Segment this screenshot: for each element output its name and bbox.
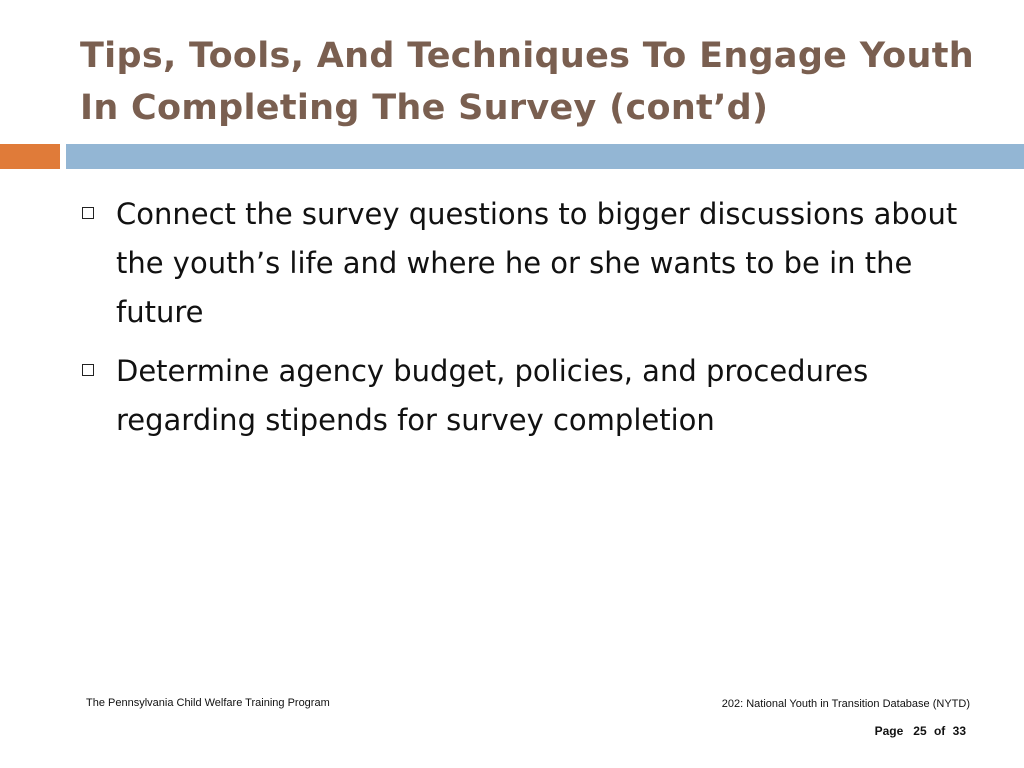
page-total: 33 [952, 724, 966, 738]
page-of: of [933, 724, 946, 738]
bullet-item [82, 190, 982, 337]
page-current: 25 [913, 724, 927, 738]
square-bullet-icon [82, 364, 94, 376]
accent-bar-orange [0, 144, 60, 169]
page-number [875, 724, 966, 738]
bullet-item [82, 347, 982, 445]
page-label: Page [874, 724, 904, 738]
bullet-text: Determine agency budget, policies, and procedures regarding stipends for survey completion [116, 354, 869, 437]
slide-title [80, 30, 980, 134]
footer-organization: The Pennsylvania Child Welfare Training Program [86, 697, 330, 709]
slide-title-line-1: Tips, Tools, And Techniques To Engage Youth [80, 36, 974, 76]
slide-title-line-2: In Completing The Survey (cont’d) [80, 88, 769, 128]
square-bullet-icon [82, 207, 94, 219]
bullet-text: Connect the survey questions to bigger discussions about the youth’s life and where he or she wants to be in the future [116, 197, 958, 329]
accent-bar-blue [66, 144, 1024, 169]
bullet-list [82, 190, 982, 455]
footer-course-title: 202: National Youth in Transition Database (NYTD) [721, 698, 970, 710]
